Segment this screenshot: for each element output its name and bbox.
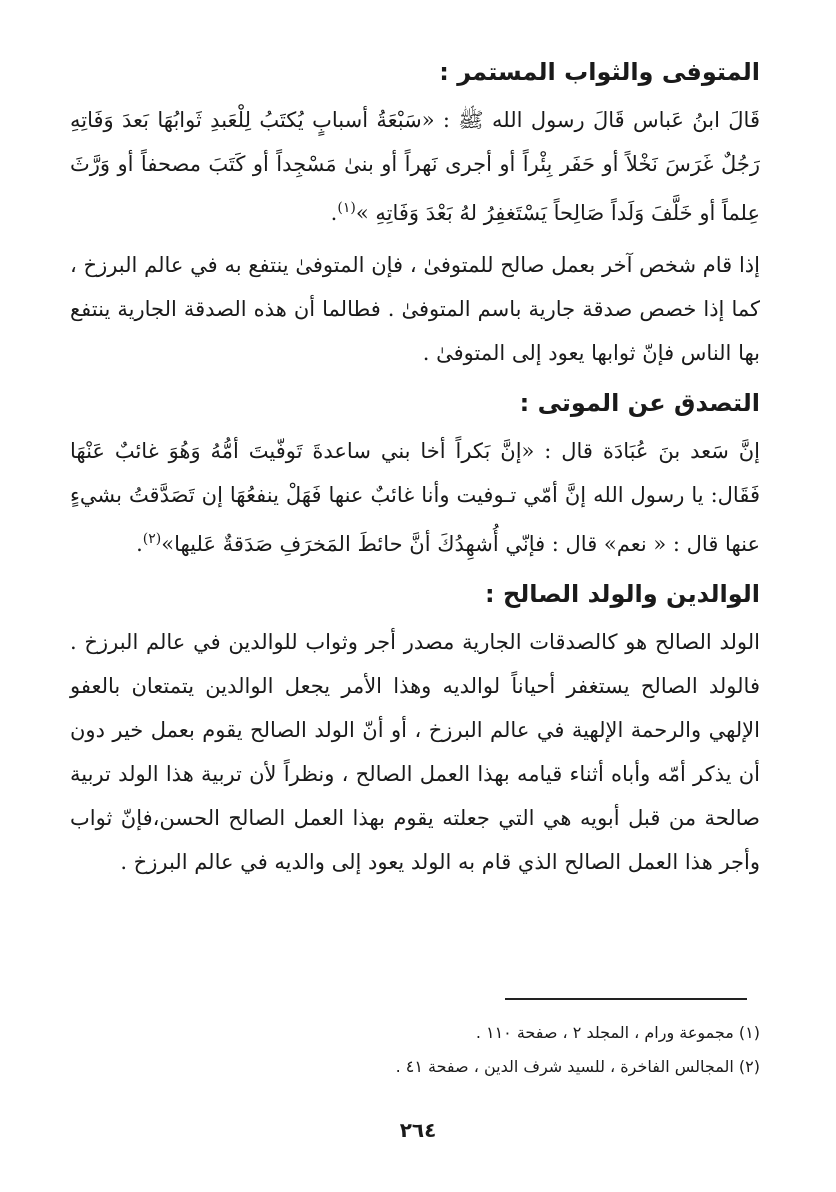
paragraph-text: الولد الصالح هو كالصدقات الجارية مصدر أجر وثواب للوالدين في عالم البرزخ . فالولد الصالح يستغفر أحياناً لوالديه وهذا الأمر يجعل الوالدين يتمتعان بالعفو الإلهي والرحمة الإلهية في عالم البرزخ ، أو أنّ الولد الصالح يقوم بعمل خير دون أن يذكر أمّه وأباه أثناء قيامه بهذا العمل الصالح ، ونظراً لأن تربية هذا الولد تربية صالحة من قبل أبويه هي التي جعلته يقوم بهذا العمل الصالح الحسن،فإنّ ثواب وأجر هذا العمل الصالح الذي قام به الولد يعود إلى والديه في عالم البرزخ . — [70, 630, 760, 874]
paragraph-text: قَالَ ابنُ عَباس قَالَ رسول الله ﷺ : «سَبْعَةُ أسبابٍ يُكتَبُ لِلْعَبدِ ثَوابُهَا بَعدَ وَفَاتِهِ رَجُلٌ غَرَسَ نَخْلاً أو حَفَر بِئْراً أو أجرى نَهراً أو بنىٰ مَسْجِداً أو كَتَبَ مصحفاً أو وَرَّثَ عِلماً أو خَلَّفَ وَلَداً صَالِحاً يَسْتَغفِرُ لهُ بَعْدَ وَفَاتِهِ » — [70, 108, 760, 225]
footnote-ref: (١) — [337, 200, 356, 216]
section-heading: التصدق عن الموتى : — [519, 389, 760, 417]
footnotes — [70, 1016, 760, 1084]
paragraph-text: إذا قام شخص آخر بعمل صالح للمتوفىٰ ، فإن المتوفىٰ ينتفع به في عالم البرزخ ، كما إذا خصص صدقة جارية باسم المتوفىٰ . فطالما أن هذه الصدقة الجارية ينتفع بها الناس فإنّ ثوابها يعود إلى المتوفىٰ . — [70, 253, 760, 365]
paragraph-tail: . — [330, 201, 338, 225]
page-number: ٢٦٤ — [399, 1118, 437, 1142]
paragraph-text: إنَّ سَعد بنَ عُبَادَة قال : «إنَّ بَكراً أخا بني ساعدةَ تَوفّيتَ أمُّهُ وَهُوَ غائبٌ عَنْهَا فَقَال: يا رسول الله إنَّ أمّي تـوفيت وأنا غائبٌ عنها فَهَلْ ينفعُهَا إن تَصَدَّقتُ بشيءٍ عنها قال : « نعم» قال : فإنّي أُشهِدُكَ أنَّ حائطَ المَخرَفِ صَدَقةٌ عَليها» — [70, 439, 760, 556]
footnote-divider — [505, 998, 747, 1000]
hadith-paragraph — [70, 429, 760, 566]
section-heading: المتوفى والثواب المستمر : — [439, 58, 760, 86]
paragraph-tail: . — [136, 532, 143, 556]
hadith-paragraph — [70, 98, 760, 235]
body-paragraph — [70, 243, 760, 375]
footnote-ref: (٢) — [142, 531, 162, 547]
body-paragraph — [70, 620, 760, 884]
page-body — [70, 52, 760, 892]
footnote-item: (١) مجموعة ورام ، المجلد ٢ ، صفحة ١١٠ . — [475, 1023, 760, 1042]
section-heading: الوالدين والولد الصالح : — [485, 580, 760, 608]
footnote-item: (٢) المجالس الفاخرة ، للسيد شرف الدين ، صفحة ٤١ . — [395, 1057, 760, 1076]
